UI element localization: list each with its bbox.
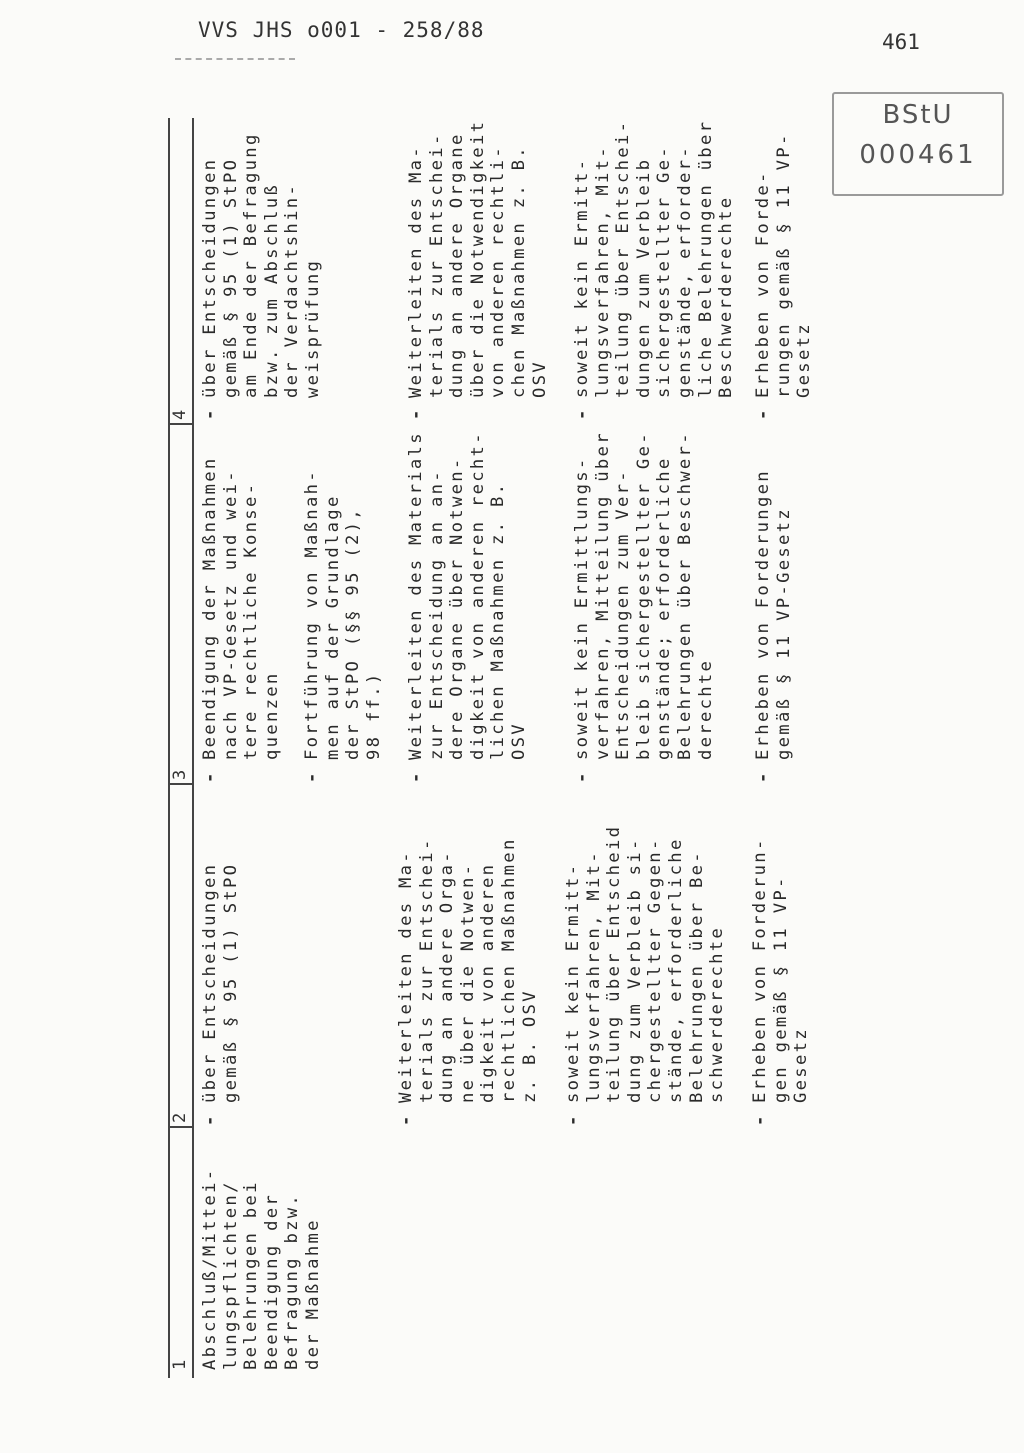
bullet: -: [406, 409, 426, 420]
col3-entry-2: Fortführung von Maßnah- men auf der Grundlage der StPO (§§ 95 (2), 98 ff.): [302, 469, 384, 760]
table-top-rule: [168, 118, 170, 1378]
col2-entry-4: Erheben von Forderun- gen gemäß § 11 VP- Gesetz: [750, 837, 812, 1103]
pencil-mark: [175, 58, 295, 62]
bullet: -: [396, 1115, 416, 1126]
col2-entry-3: soweit kein Ermitt- lungsverfahren, Mit- teilung über Entscheid dung zum Verbleib si- chergestellter Gegen- stände, erforderliche Belehrungen über Be- schwerderechte: [563, 824, 728, 1103]
column-divider-2: [170, 1126, 192, 1128]
bullet: -: [572, 772, 592, 783]
page-number: 461: [882, 30, 920, 54]
column-number-4: 4: [170, 409, 190, 420]
bullet: -: [302, 772, 322, 783]
col3-entry-1: Beendigung der Maßnahmen nach VP-Gesetz und wei- tere rechtliche Konse- quenzen: [200, 456, 282, 760]
bullet: -: [572, 409, 592, 420]
document-reference: VVS JHS o001 - 258/88: [198, 18, 485, 42]
rotated-table: [170, 118, 830, 1378]
stamp-archive-name: BStU: [882, 100, 954, 130]
column-number-2: 2: [170, 1112, 190, 1123]
bullet: -: [563, 1115, 583, 1126]
table-header-rule: [192, 118, 194, 1378]
bullet: -: [750, 1115, 770, 1126]
stamp-number: 000461: [859, 140, 977, 170]
row-label: Abschluß/Mittei- lungspflichten/ Belehrungen bei Beendigung der Befragung bzw. der Maßnahme: [200, 1167, 323, 1370]
col3-entry-5: Erheben von Forderungen gemäß § 11 VP-Gesetz: [753, 469, 794, 760]
bullet: -: [200, 409, 220, 420]
col4-entry-1: über Entscheidungen gemäß § 95 (1) StPO am Ende der Befragung bzw. zum Abschluß der Verdachtshin- weisprüfung: [200, 132, 323, 398]
col4-entry-4: Erheben von Forde- rungen gemäß § 11 VP- Gesetz: [753, 132, 815, 398]
column-number-1: 1: [170, 1359, 190, 1370]
col3-entry-3: Weiterleiten des Materials zur Entscheidung an an- dere Organe über Notwen- digkeit von anderen recht- lichen Maßnahmen z. B. OSV: [406, 431, 529, 760]
col2-entry-1: über Entscheidungen gemäß § 95 (1) StPO: [200, 862, 241, 1103]
column-divider-3: [170, 783, 192, 785]
bullet: -: [406, 772, 426, 783]
bullet: -: [200, 1115, 220, 1126]
column-number-3: 3: [170, 769, 190, 780]
column-divider-4: [170, 423, 192, 425]
bullet: -: [753, 409, 773, 420]
col3-entry-4: soweit kein Ermittlungs- verfahren, Mitteilung über Entscheidungen zum Ver- bleib sichergestellter Ge- genstände; erforderliche Belehrungen über Beschwer- derechte: [572, 431, 716, 760]
col4-entry-2: Weiterleiten des Ma- terials zur Entschei- dung an andere Organe über die Notwendigkeit von anderen rechtli- chen Maßnahmen z. B. OSV: [406, 119, 550, 398]
bullet: -: [200, 772, 220, 783]
archive-stamp: [832, 92, 1004, 196]
col2-entry-2: Weiterleiten des Ma- terials zur Entschei- dung an andere Orga- ne über die Notwen- digkeit von anderen rechtlichen Maßnahmen z. B. OSV: [396, 837, 540, 1103]
col4-entry-3: soweit kein Ermitt- lungsverfahren, Mit- teilung über Entschei- dungen zum Verbleib sichergestellter Ge- genstände, erforder- liche Belehrungen über Beschwerderechte: [572, 119, 737, 398]
bullet: -: [753, 772, 773, 783]
